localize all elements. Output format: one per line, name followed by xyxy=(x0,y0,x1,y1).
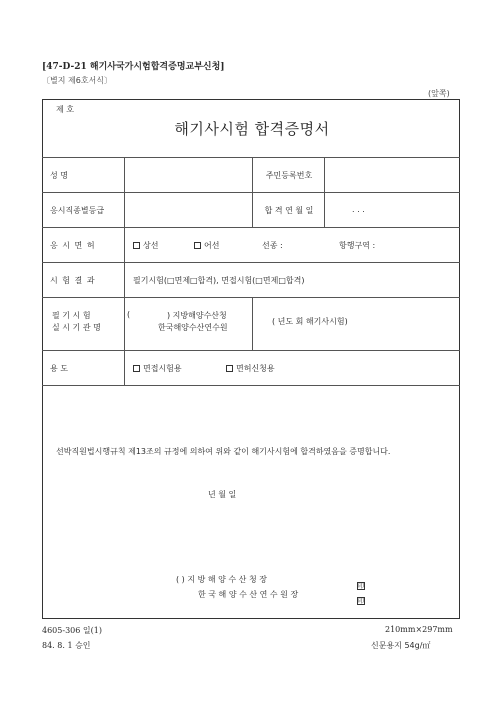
resident-number-label: 주민등록번호 xyxy=(265,171,313,180)
seal-icon: 印 xyxy=(358,583,365,590)
route-label: 항행구역 : xyxy=(339,241,376,250)
checkbox-icon[interactable] xyxy=(226,365,233,372)
purpose-label: 용 도 xyxy=(50,364,68,373)
page-title: 해기사시험 합격증명서 xyxy=(174,120,330,138)
footer-approval: 84. 8. 1 승인 xyxy=(42,641,91,650)
resident-number-field[interactable] xyxy=(326,160,458,190)
institution-paren: ( xyxy=(127,310,131,319)
form-annex: 〔별지 제6호서식〕 xyxy=(42,76,113,85)
issuer-regional-office: ( ) 지 방 해 양 수 산 청 장 xyxy=(176,575,267,584)
purpose-option-license[interactable]: 면허신청용 xyxy=(226,363,275,374)
seal-icon: 印 xyxy=(358,598,365,605)
issuer-training-institute: 한 국 해 양 수 산 연 수 원 장 xyxy=(198,590,299,599)
checkbox-icon[interactable] xyxy=(133,242,140,249)
checkbox-icon[interactable] xyxy=(194,242,201,249)
issue-date-line: 년 월 일 xyxy=(208,490,237,499)
ship-type-label: 선종 : xyxy=(262,241,283,250)
footer-form-code: 4605-306 일(1) xyxy=(42,626,102,635)
license-option-fishing[interactable]: 어선 xyxy=(194,240,219,251)
grade-field[interactable] xyxy=(126,195,250,225)
page-side: (앞쪽) xyxy=(428,89,450,98)
exam-session[interactable]: ( 년도 회 해기사시험) xyxy=(272,317,348,326)
footer-paper-type: 신문용지 54g/㎡ xyxy=(371,641,431,650)
grade-label: 응시직종별등급 xyxy=(50,206,105,215)
pass-date-label: 합 격 연 월 일 xyxy=(264,206,314,215)
checkbox-icon[interactable] xyxy=(133,365,140,372)
certificate-number: 제 호 xyxy=(56,105,74,114)
result-value[interactable]: 필기시험(□면제□합격), 면접시험(□면제□합격) xyxy=(133,276,305,285)
institution-label-line1: 필 기 시 험 xyxy=(52,311,91,320)
license-option-merchant[interactable]: 상선 xyxy=(133,240,158,251)
name-field[interactable] xyxy=(126,160,250,190)
footer-paper-size: 210mm×297mm xyxy=(385,625,453,634)
certification-statement: 선박직원법시행규칙 제13조의 규정에 의하여 위와 같이 해기사시험에 합격하였음을 증명합니다. xyxy=(56,447,391,456)
pass-date-value[interactable]: . . . xyxy=(352,205,365,214)
name-label: 성 명 xyxy=(50,171,68,180)
result-label: 시 험 결 과 xyxy=(50,276,95,285)
institution-line1[interactable]: ) 지방해양수산청 xyxy=(167,311,227,320)
form-code: [47-D-21 해기사국가시험합격증명교부신청] xyxy=(42,62,225,72)
license-label: 응 시 면 허 xyxy=(50,241,95,250)
institution-line2[interactable]: 한국해양수산연수원 xyxy=(158,323,228,332)
purpose-option-interview[interactable]: 면접시험용 xyxy=(133,363,182,374)
institution-label-line2: 실 시 기 관 명 xyxy=(52,323,101,332)
